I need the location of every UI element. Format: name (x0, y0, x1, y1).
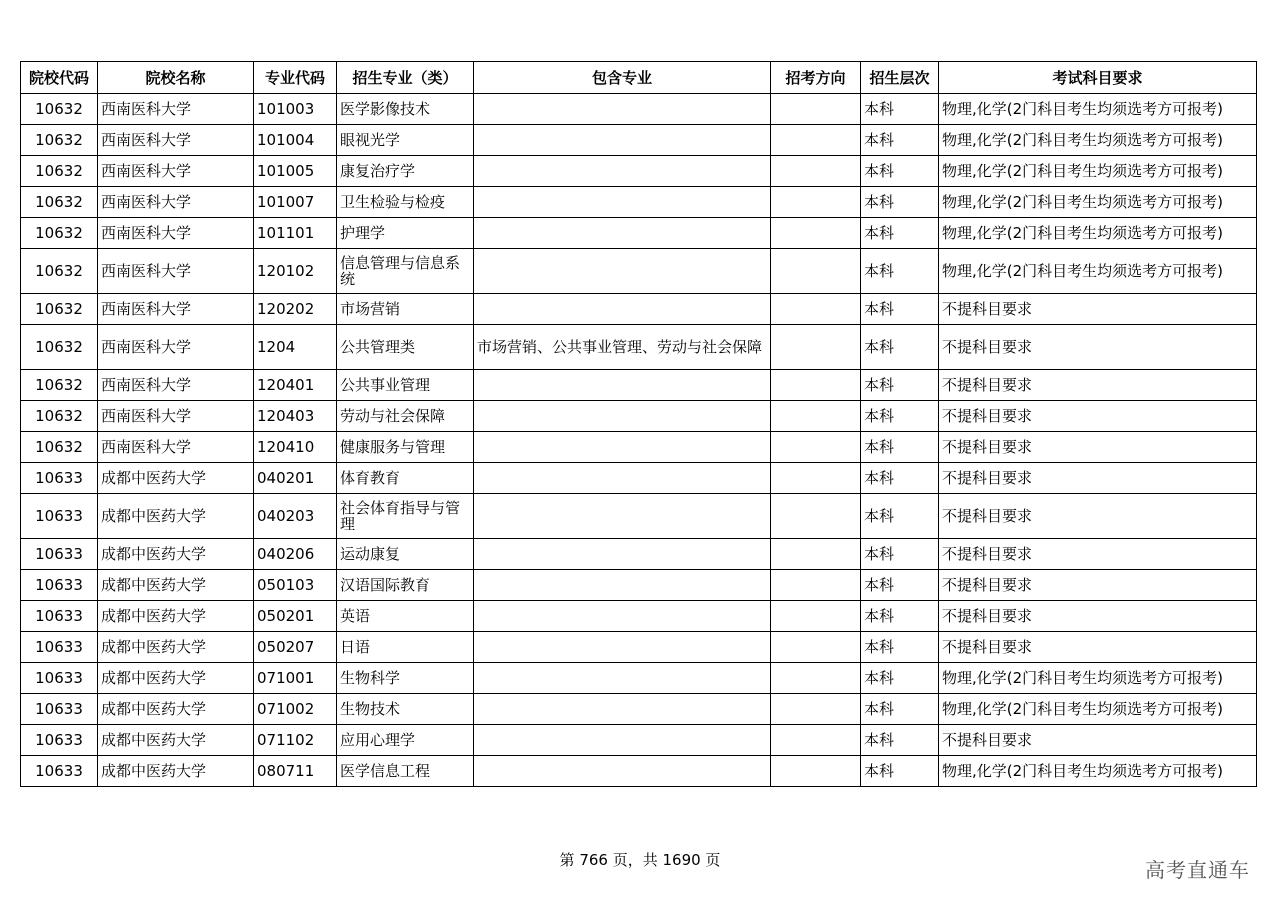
col-major-code: 101005 (254, 156, 337, 187)
col-included-majors (474, 294, 771, 325)
header-school-code: 院校代码 (21, 62, 98, 94)
col-subject-requirement: 不提科目要求 (939, 601, 1257, 632)
col-major: 市场营销 (337, 294, 474, 325)
col-included-majors (474, 125, 771, 156)
col-major: 康复治疗学 (337, 156, 474, 187)
col-subject-requirement: 不提科目要求 (939, 570, 1257, 601)
col-major: 公共事业管理 (337, 370, 474, 401)
col-school-name: 成都中医药大学 (98, 663, 254, 694)
col-direction (771, 570, 861, 601)
col-school-name: 西南医科大学 (98, 432, 254, 463)
col-school-name: 西南医科大学 (98, 249, 254, 294)
col-major-code: 050201 (254, 601, 337, 632)
col-subject-requirement: 不提科目要求 (939, 401, 1257, 432)
col-school-name: 西南医科大学 (98, 218, 254, 249)
col-direction (771, 601, 861, 632)
col-included-majors (474, 94, 771, 125)
col-included-majors (474, 249, 771, 294)
col-subject-requirement: 不提科目要求 (939, 494, 1257, 539)
table-row (21, 156, 1257, 187)
col-major: 健康服务与管理 (337, 432, 474, 463)
col-major-code: 1204 (254, 325, 337, 370)
col-direction (771, 756, 861, 787)
col-subject-requirement: 物理,化学(2门科目考生均须选考方可报考) (939, 218, 1257, 249)
col-subject-requirement: 不提科目要求 (939, 539, 1257, 570)
table-row (21, 218, 1257, 249)
col-school-code: 10632 (21, 370, 98, 401)
col-school-name: 西南医科大学 (98, 125, 254, 156)
col-major-code: 101007 (254, 187, 337, 218)
col-school-code: 10633 (21, 632, 98, 663)
col-level: 本科 (861, 694, 939, 725)
col-included-majors (474, 156, 771, 187)
col-level: 本科 (861, 632, 939, 663)
col-major: 护理学 (337, 218, 474, 249)
col-level: 本科 (861, 370, 939, 401)
col-school-name: 成都中医药大学 (98, 694, 254, 725)
col-major: 信息管理与信息系统 (337, 249, 474, 294)
col-school-name: 西南医科大学 (98, 187, 254, 218)
col-level: 本科 (861, 756, 939, 787)
col-subject-requirement: 不提科目要求 (939, 432, 1257, 463)
col-level: 本科 (861, 570, 939, 601)
col-major: 卫生检验与检疫 (337, 187, 474, 218)
col-level: 本科 (861, 663, 939, 694)
col-direction (771, 539, 861, 570)
col-direction (771, 125, 861, 156)
col-included-majors (474, 463, 771, 494)
col-level: 本科 (861, 94, 939, 125)
col-major: 体育教育 (337, 463, 474, 494)
col-included-majors (474, 756, 771, 787)
col-level: 本科 (861, 218, 939, 249)
watermark-logo: 高考直通车 (1145, 858, 1250, 882)
col-major-code: 101003 (254, 94, 337, 125)
table-row (21, 570, 1257, 601)
table-row (21, 463, 1257, 494)
col-major-code: 080711 (254, 756, 337, 787)
col-subject-requirement: 物理,化学(2门科目考生均须选考方可报考) (939, 187, 1257, 218)
col-major-code: 120202 (254, 294, 337, 325)
col-school-name: 西南医科大学 (98, 294, 254, 325)
page-number: 第 766 页，共 1690 页 (559, 851, 721, 869)
col-major-code: 040203 (254, 494, 337, 539)
col-direction (771, 463, 861, 494)
col-major: 社会体育指导与管理 (337, 494, 474, 539)
col-major-code: 120410 (254, 432, 337, 463)
table-row (21, 370, 1257, 401)
table-row (21, 294, 1257, 325)
col-school-code: 10632 (21, 125, 98, 156)
col-major-code: 071102 (254, 725, 337, 756)
col-major: 医学信息工程 (337, 756, 474, 787)
col-major: 英语 (337, 601, 474, 632)
col-school-code: 10633 (21, 756, 98, 787)
col-subject-requirement: 物理,化学(2门科目考生均须选考方可报考) (939, 756, 1257, 787)
col-major-code: 120401 (254, 370, 337, 401)
col-level: 本科 (861, 187, 939, 218)
table-row (21, 601, 1257, 632)
col-level: 本科 (861, 325, 939, 370)
table-row (21, 756, 1257, 787)
col-included-majors (474, 187, 771, 218)
col-direction (771, 694, 861, 725)
col-school-code: 10632 (21, 401, 98, 432)
col-direction (771, 632, 861, 663)
col-major-code: 101101 (254, 218, 337, 249)
col-level: 本科 (861, 401, 939, 432)
col-subject-requirement: 物理,化学(2门科目考生均须选考方可报考) (939, 694, 1257, 725)
col-level: 本科 (861, 601, 939, 632)
col-school-name: 成都中医药大学 (98, 494, 254, 539)
col-major: 公共管理类 (337, 325, 474, 370)
header-direction: 招考方向 (771, 62, 861, 94)
col-direction (771, 401, 861, 432)
col-school-code: 10633 (21, 570, 98, 601)
col-subject-requirement: 不提科目要求 (939, 294, 1257, 325)
table-row (21, 494, 1257, 539)
col-subject-requirement: 物理,化学(2门科目考生均须选考方可报考) (939, 663, 1257, 694)
col-direction (771, 325, 861, 370)
col-direction (771, 156, 861, 187)
col-included-majors (474, 632, 771, 663)
table-row (21, 694, 1257, 725)
col-school-code: 10633 (21, 601, 98, 632)
col-major-code: 050207 (254, 632, 337, 663)
col-included-majors (474, 539, 771, 570)
table-body (21, 94, 1257, 787)
col-school-code: 10633 (21, 494, 98, 539)
col-major-code: 050103 (254, 570, 337, 601)
col-subject-requirement: 物理,化学(2门科目考生均须选考方可报考) (939, 249, 1257, 294)
header-school-name: 院校名称 (98, 62, 254, 94)
header-level: 招生层次 (861, 62, 939, 94)
col-school-name: 西南医科大学 (98, 401, 254, 432)
col-major-code: 071001 (254, 663, 337, 694)
col-major-code: 120102 (254, 249, 337, 294)
col-direction (771, 249, 861, 294)
col-level: 本科 (861, 539, 939, 570)
enrollment-table (20, 61, 1257, 787)
col-level: 本科 (861, 463, 939, 494)
col-included-majors (474, 725, 771, 756)
col-school-name: 成都中医药大学 (98, 756, 254, 787)
table-row (21, 401, 1257, 432)
col-subject-requirement: 物理,化学(2门科目考生均须选考方可报考) (939, 94, 1257, 125)
table-row (21, 325, 1257, 370)
col-direction (771, 494, 861, 539)
table-row (21, 94, 1257, 125)
table-row (21, 187, 1257, 218)
col-school-name: 西南医科大学 (98, 325, 254, 370)
col-direction (771, 94, 861, 125)
col-school-code: 10632 (21, 218, 98, 249)
col-included-majors (474, 370, 771, 401)
col-included-majors (474, 494, 771, 539)
header-subject-requirement: 考试科目要求 (939, 62, 1257, 94)
col-included-majors (474, 601, 771, 632)
table-row (21, 725, 1257, 756)
col-direction (771, 663, 861, 694)
table-header-row (21, 62, 1257, 94)
col-school-code: 10632 (21, 156, 98, 187)
col-included-majors (474, 218, 771, 249)
table-row (21, 432, 1257, 463)
col-major-code: 040201 (254, 463, 337, 494)
col-major-code: 101004 (254, 125, 337, 156)
col-subject-requirement: 不提科目要求 (939, 632, 1257, 663)
col-direction (771, 432, 861, 463)
col-major: 生物科学 (337, 663, 474, 694)
table-row (21, 539, 1257, 570)
col-major: 汉语国际教育 (337, 570, 474, 601)
col-direction (771, 218, 861, 249)
col-school-name: 西南医科大学 (98, 370, 254, 401)
col-major: 劳动与社会保障 (337, 401, 474, 432)
col-included-majors (474, 570, 771, 601)
col-direction (771, 725, 861, 756)
col-level: 本科 (861, 432, 939, 463)
header-major-code: 专业代码 (254, 62, 337, 94)
col-direction (771, 370, 861, 401)
col-school-name: 西南医科大学 (98, 94, 254, 125)
col-subject-requirement: 不提科目要求 (939, 370, 1257, 401)
col-included-majors (474, 663, 771, 694)
col-level: 本科 (861, 125, 939, 156)
col-school-name: 成都中医药大学 (98, 539, 254, 570)
col-school-code: 10633 (21, 694, 98, 725)
col-direction (771, 187, 861, 218)
table-row (21, 663, 1257, 694)
col-level: 本科 (861, 294, 939, 325)
col-school-code: 10632 (21, 294, 98, 325)
col-level: 本科 (861, 156, 939, 187)
col-school-name: 成都中医药大学 (98, 463, 254, 494)
col-major-code: 120403 (254, 401, 337, 432)
col-school-name: 成都中医药大学 (98, 570, 254, 601)
col-school-name: 西南医科大学 (98, 156, 254, 187)
col-major-code: 040206 (254, 539, 337, 570)
col-subject-requirement: 不提科目要求 (939, 325, 1257, 370)
col-school-code: 10632 (21, 249, 98, 294)
col-school-code: 10632 (21, 187, 98, 218)
col-subject-requirement: 不提科目要求 (939, 725, 1257, 756)
col-major: 应用心理学 (337, 725, 474, 756)
col-school-code: 10633 (21, 463, 98, 494)
col-school-name: 成都中医药大学 (98, 601, 254, 632)
header-major: 招生专业（类） (337, 62, 474, 94)
col-level: 本科 (861, 249, 939, 294)
col-subject-requirement: 物理,化学(2门科目考生均须选考方可报考) (939, 156, 1257, 187)
col-major-code: 071002 (254, 694, 337, 725)
header-included-majors: 包含专业 (474, 62, 771, 94)
col-subject-requirement: 不提科目要求 (939, 463, 1257, 494)
table-row (21, 632, 1257, 663)
col-major: 生物技术 (337, 694, 474, 725)
col-school-code: 10633 (21, 663, 98, 694)
table-row (21, 249, 1257, 294)
col-included-majors (474, 401, 771, 432)
col-included-majors (474, 432, 771, 463)
col-included-majors: 市场营销、公共事业管理、劳动与社会保障 (474, 325, 771, 370)
col-school-name: 成都中医药大学 (98, 725, 254, 756)
col-school-code: 10632 (21, 94, 98, 125)
col-major: 日语 (337, 632, 474, 663)
col-level: 本科 (861, 725, 939, 756)
col-major: 医学影像技术 (337, 94, 474, 125)
col-school-code: 10632 (21, 325, 98, 370)
col-school-code: 10633 (21, 725, 98, 756)
col-level: 本科 (861, 494, 939, 539)
col-major: 运动康复 (337, 539, 474, 570)
col-included-majors (474, 694, 771, 725)
table-row (21, 125, 1257, 156)
col-major: 眼视光学 (337, 125, 474, 156)
col-school-code: 10632 (21, 432, 98, 463)
col-school-name: 成都中医药大学 (98, 632, 254, 663)
col-school-code: 10633 (21, 539, 98, 570)
col-subject-requirement: 物理,化学(2门科目考生均须选考方可报考) (939, 125, 1257, 156)
col-direction (771, 294, 861, 325)
